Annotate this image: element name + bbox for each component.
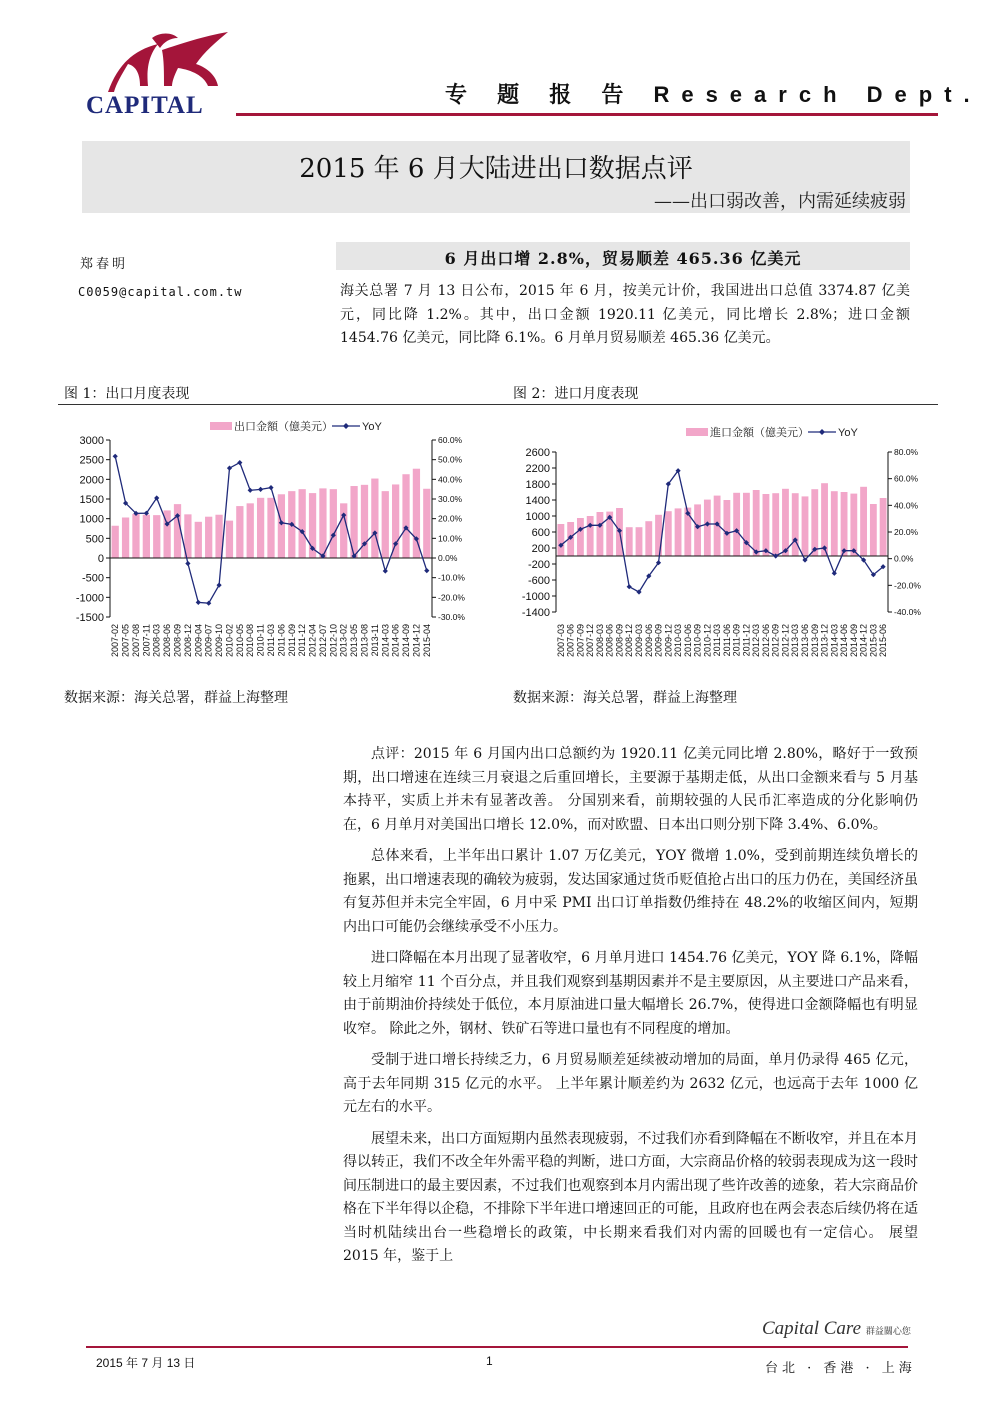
x-tick-label: 2008-09 [614,624,625,658]
x-tick-label: 2009-06 [643,624,654,658]
yoy-point [832,571,837,576]
x-tick-label: 2008-09 [172,624,183,658]
chart-bar [267,498,274,558]
x-tick-label: 2010-08 [245,624,256,658]
chart-bar [330,489,337,558]
footer-brand-cn: 群益關心您 [865,1326,911,1336]
chart-bar [655,515,662,556]
x-tick-label: 2010-02 [224,624,235,658]
y-tick-label-left: -1500 [75,612,104,624]
chart-bar [870,504,877,556]
yoy-point [237,460,242,465]
x-tick-label: 2009-04 [193,624,204,658]
y-tick-label-right: 60.0% [438,435,463,445]
y-tick-label-right: 50.0% [438,454,463,465]
y-tick-label-left: 2200 [525,463,550,475]
x-tick-label: 2012-06 [760,624,771,658]
x-tick-label: 2011-06 [276,624,287,657]
yoy-point [217,583,222,588]
x-tick-label: 2012-07 [317,624,328,658]
headline: 6 月出口增 2.8%，贸易顺差 465.36 亿美元 [444,249,802,268]
chart-bar [782,489,789,556]
chart-bar [743,493,750,556]
y-tick-label-right: 80.0% [894,447,919,457]
y-tick-label-right: 20.0% [894,527,919,537]
header-right-text: 专 题 报 告 Research Dept. [445,82,982,107]
x-tick-label: 2009-03 [634,624,644,658]
x-tick-label: 2012-10 [328,624,339,658]
x-tick-label: 2008-03 [594,624,605,658]
chart-bar [153,515,160,558]
x-tick-label: 2012-04 [307,624,318,658]
body-paragraph: 进口降幅在本月出现了显著收窄，6 月单月进口 1454.76 亿美元，YOY 降 6.1%，降幅较上月缩窄 11 个百分点，并且我们观察到基期因素并不是主要原因，从主要进口产品来看，由于前期油价持续处于低位，本月原油进口量大幅增长 26.7%，使得进口金额降幅也有明显收窄。 除此之外，钢材、铁矿石等进口量也有不同程度的增加。 [343,950,918,1037]
legend-swatch-bar [210,422,232,430]
y-tick-label-right: 60.0% [894,473,919,484]
x-tick-label: 2009-10 [214,624,225,658]
x-tick-label: 2015-03 [868,624,879,658]
yoy-point [424,568,429,573]
chart-bar [733,493,740,556]
x-tick-label: 2008-12 [182,624,193,658]
x-tick-label: 2007-12 [585,624,596,658]
x-tick-label: 2007-02 [110,624,121,658]
chart-bar [371,479,378,558]
x-tick-label: 2007-06 [565,624,576,658]
chart-bar [392,484,399,558]
chart-bar [278,494,285,558]
x-tick-label: 2011-12 [741,624,752,657]
chart-bar [880,498,887,556]
x-tick-label: 2013-11 [369,624,380,657]
figure-rule [58,404,938,405]
x-tick-label: 2011-12 [297,624,308,657]
y-tick-label-left: -500 [81,572,104,585]
y-tick-label-left: -1000 [75,592,104,605]
chart-bar [763,494,770,556]
chart-bar [122,517,129,558]
chart-bar [112,526,119,558]
yoy-point [268,485,273,490]
y-tick-label-left: -600 [527,575,550,587]
legend-marker [819,429,825,435]
header-rule [236,113,938,116]
y-tick-label-left: -200 [527,559,550,571]
x-tick-label: 2011-03 [266,624,276,657]
x-tick-label: 2014-06 [839,624,850,658]
y-tick-label-right: 0.0% [894,553,914,564]
chart-bar [645,521,652,556]
x-tick-label: 2009-07 [203,624,214,658]
x-tick-label: 2012-12 [780,624,791,658]
y-tick-label-left: 3000 [79,435,104,447]
x-tick-label: 2011-09 [286,624,297,657]
chart-bar [402,474,409,558]
y-tick-label-right: -10.0% [438,572,465,583]
x-tick-label: 2008-06 [604,624,615,658]
yoy-point [206,601,211,606]
export-chart [60,408,490,680]
x-tick-label: 2014-09 [848,624,859,658]
body-paragraph: 点评：2015 年 6 月国内出口总额约为 1920.11 亿美元同比增 2.80%，略好于一致预期，出口增速在连续三月衰退之后重回增长，主要源于基期走低，从出口金额来看与 5 月基本持平，实质上并未有显著改善。 分国别来看，前期较强的人民币汇率造成的分化影响仍在，6 月单月对美国出口增长 12.0%，而对欧盟、日本出口则分别下降 3.4%、6.0%。 [343,746,918,833]
y-tick-label-right: -20.0% [894,580,921,591]
chart-bar [319,488,326,558]
yoy-point [627,584,632,589]
x-tick-label: 2013-02 [338,624,349,658]
capital-logo-icon [100,30,235,94]
chart-bar [850,494,857,556]
y-tick-label-left: 2500 [79,454,104,467]
logo-text: CAPITAL [86,92,204,119]
x-tick-label: 2007-05 [120,624,131,658]
chart-bar [831,491,838,556]
chart-bar [821,483,828,556]
y-tick-label-left: 2000 [79,474,104,487]
y-tick-label-right: 0.0% [438,553,458,563]
y-tick-label-left: 1500 [79,494,104,506]
y-tick-label-right: 20.0% [438,513,463,524]
chart-bar [636,527,643,556]
body-text [343,743,918,1277]
x-tick-label: 2009-12 [663,624,674,658]
y-tick-label-right: -30.0% [438,612,465,622]
chart-bar [792,493,799,556]
y-tick-label-left: 500 [85,533,104,546]
x-tick-label: 2007-11 [141,624,152,657]
chart-bar [753,490,760,556]
chart-bar [423,489,430,558]
y-tick-label-left: -1400 [521,607,550,619]
yoy-point [258,487,263,492]
chart-bar [577,518,584,556]
x-tick-label: 2013-09 [809,624,820,658]
footer-brand-name: Capital Care [762,1318,862,1339]
x-tick-label: 2013-03 [790,624,801,658]
chart-bar [841,492,848,556]
x-tick-label: 2009-09 [653,624,664,658]
chart-bar [132,514,139,558]
footer-cities: 台北 · 香港 · 上海 [765,1361,916,1376]
chart-bar [299,489,306,558]
yoy-point [185,561,190,566]
x-tick-label: 2010-12 [702,624,713,658]
body-paragraph: 展望未来，出口方面短期内虽然表现疲弱，不过我们亦看到降幅在不断收窄，并且在本月得以转正，我们不改全年外需平稳的判断，进口方面，大宗商品价格的较弱表现成为这一段时间压制进口的最主要因素，不过我们也观察到本月内需出现了些许改善的迹象，若大宗商品价格在下半年得以企稳，不排除下半年进口增速回正的可能，且政府也在两会表态后续仍将在适当时机陆续出台一些稳增长的政策，中长期来看我们对内需的回暖也有一定信心。 展望 2015 年，鉴于上 [343,1130,918,1264]
chart-bar [597,512,604,556]
legend-label: YoY [838,427,858,439]
y-tick-label-left: 1400 [525,495,550,507]
x-tick-label: 2011-03 [712,624,723,657]
chart-bar [340,503,347,558]
chart-bar [557,524,564,556]
chart-bar [626,527,633,556]
yoy-point [227,466,232,471]
x-tick-label: 2007-09 [575,624,586,658]
intro-paragraph: 海关总署 7 月 13 日公布，2015 年 6 月，按美元计价，我国进出口总值 3374.87 亿美元，同比降 1.2%。其中，出口金额 1920.11 亿美元，同比增长 2.8%；进口金额 1454.76 亿美元，同比降 6.1%。6 月单月贸易顺差 465.36 亿美元。 [340,283,910,346]
footer-brand [762,1318,911,1340]
x-tick-label: 2008-12 [624,624,635,658]
x-tick-label: 2014-03 [380,624,391,658]
y-tick-label-left: 0 [97,553,104,565]
author-name: 郑春明 [80,257,129,272]
x-tick-label: 2008-03 [151,624,162,658]
page-subtitle: ——出口弱改善，内需延续疲弱 [654,191,906,212]
yoy-point [113,454,118,459]
x-tick-label: 2014-06 [390,624,401,658]
chart-bar [247,503,254,558]
x-tick-label: 2015-04 [421,624,432,658]
chart-bar [382,491,389,558]
legend-label: 進口金額（億美元） [710,427,809,439]
y-tick-label-right: -20.0% [438,592,465,603]
y-tick-label-right: -40.0% [894,607,921,617]
x-tick-label: 2011-09 [731,624,742,657]
y-tick-label-right: 40.0% [894,500,919,511]
x-tick-label: 2010-11 [255,624,266,657]
y-tick-label-left: 2600 [525,447,550,459]
author-email: C0059@capital.com.tw [78,285,243,299]
yoy-point [196,600,201,605]
figure-1-source: 数据来源：海关总署，群益上海整理 [64,690,288,706]
chart-bar [195,522,202,558]
chart-bar [675,508,682,556]
page-number: 1 [486,1354,493,1368]
y-tick-label-left: 600 [531,527,550,539]
x-tick-label: 2012-03 [751,624,762,658]
body-paragraph: 受制于进口增长持续乏力，6 月贸易顺差延续被动增加的局面，单月仍录得 465 亿元，高于去年同期 315 亿元的水平。 上半年累计顺差约为 2632 亿元，也远高于去年 1000 亿元左右的水平。 [343,1052,918,1115]
x-tick-label: 2012-09 [770,624,781,658]
chart-bar [772,493,779,556]
chart-bar [723,500,730,556]
x-tick-label: 2014-03 [829,624,840,658]
legend-label: YoY [362,421,382,433]
x-tick-label: 2010-03 [673,624,684,658]
y-tick-label-right: 30.0% [438,494,463,504]
y-tick-label-right: 40.0% [438,474,463,485]
body-paragraph: 总体来看，上半年出口累计 1.07 万亿美元，YOY 微增 1.0%，受到前期连续负增长的拖累，出口增速表现的确较为疲弱，发达国家通过货币贬值抢占出口的压力仍在，美国经济虽有复苏但并未完全牢固，6 月中采 PMI 出口订单指数仍维持在 48.2%的收缩区间内，短期内出口可能仍会继续承受不小压力。 [343,848,918,935]
x-tick-label: 2008-06 [162,624,173,658]
yoy-point [383,568,388,573]
chart-bar [802,496,809,556]
import-chart [512,418,938,680]
x-tick-label: 2014-12 [858,624,869,658]
x-tick-label: 2015-06 [878,624,889,658]
figure-1-title: 图 1：出口月度表现 [64,386,190,402]
legend-label: 出口金額（億美元） [234,421,333,433]
x-tick-label: 2013-12 [819,624,830,658]
y-tick-label-left: 200 [531,543,550,555]
x-tick-label: 2010-05 [234,624,245,658]
chart-bar [236,506,243,558]
x-tick-label: 2007-08 [130,624,141,658]
chart-bar [257,498,264,558]
legend-swatch-bar [686,428,708,436]
chart-bar [704,500,711,556]
chart-bar [413,469,420,558]
x-tick-label: 2010-09 [692,624,703,658]
chart-bar [665,511,672,556]
chart-bar [174,504,181,558]
y-tick-label-left: 1800 [525,479,550,491]
x-tick-label: 2011-06 [721,624,732,657]
figure-2-title: 图 2：进口月度表现 [513,386,639,402]
chart-bar [694,504,701,556]
footer-date: 2015 年 7 月 13 日 [96,1356,196,1370]
x-tick-label: 2013-08 [359,624,370,658]
y-tick-label-left: 1000 [525,511,550,523]
x-tick-label: 2013-05 [349,624,360,658]
x-tick-label: 2014-09 [401,624,412,658]
legend-marker [343,423,349,429]
x-tick-label: 2010-06 [682,624,693,658]
footer-rule [86,1346,908,1348]
chart-bar [143,515,150,558]
page-title: 2015 年 6 月大陆进出口数据点评 [299,154,693,184]
y-tick-label-left: -1000 [521,591,550,603]
y-tick-label-right: 10.0% [438,533,463,544]
chart-bar [226,521,233,558]
chart-bar [811,489,818,556]
chart-bar [860,487,867,556]
x-tick-label: 2007-03 [555,624,566,658]
figure-2-source: 数据来源：海关总署，群益上海整理 [513,690,737,706]
x-tick-label: 2014-12 [411,624,422,658]
yoy-point [248,488,253,493]
chart-bar [587,516,594,556]
x-tick-label: 2013-06 [800,624,810,658]
chart-bar [205,517,212,558]
y-tick-label-left: 1000 [79,513,104,526]
